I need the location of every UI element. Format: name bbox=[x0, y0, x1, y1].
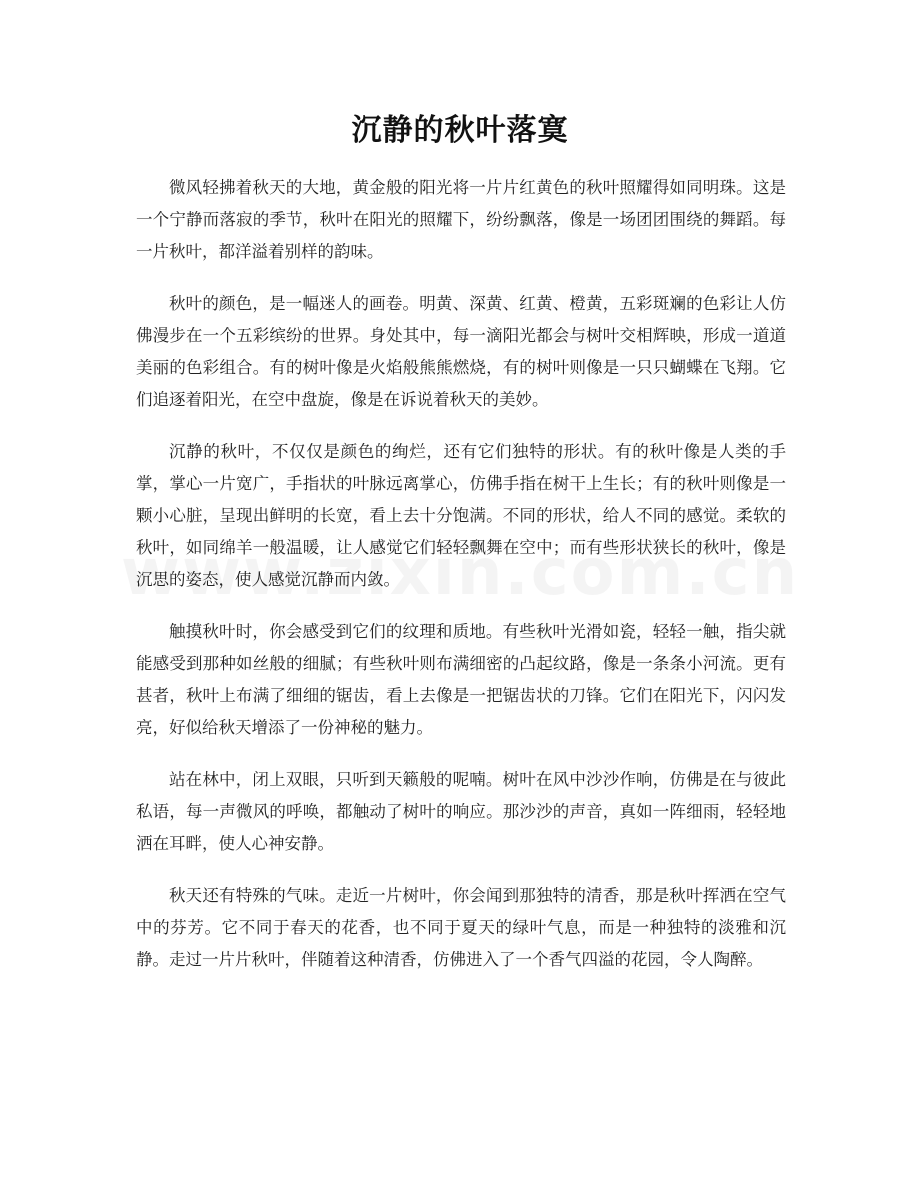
paragraph-3: 沉静的秋叶，不仅仅是颜色的绚烂，还有它们独特的形状。有的秋叶像是人类的手掌，掌心一片宽广，手指状的叶脉远离掌心，仿佛手指在树干上生长；有的秋叶则像是一颗小心脏，呈现出鲜明的长宽，看上去十分饱满。不同的形状，给人不同的感觉。柔软的秋叶，如同绵羊一般温暖，让人感觉它们轻轻飘舞在空中；而有些形状狭长的秋叶，像是沉思的姿态，使人感觉沉静而内敛。 bbox=[136, 442, 786, 589]
document-title: 沉静的秋叶落寞 bbox=[351, 113, 569, 148]
paragraph-1: 微风轻拂着秋天的大地，黄金般的阳光将一片片红黄色的秋叶照耀得如同明珠。这是一个宁静而落寂的季节，秋叶在阳光的照耀下，纷纷飘落，像是一场团团围绕的舞蹈。每一片秋叶，都洋溢着别样的韵味。 bbox=[136, 178, 786, 261]
paragraph-4: 触摸秋叶时，你会感受到它们的纹理和质地。有些秋叶光滑如瓷，轻轻一触，指尖就能感受到那种如丝般的细腻；有些秋叶则布满细密的凸起纹路，像是一条条小河流。更有甚者，秋叶上布满了细细的锯齿，看上去像是一把锯齿状的刀锋。它们在阳光下，闪闪发亮，好似给秋天增添了一份神秘的魅力。 bbox=[136, 622, 786, 737]
paragraph-6: 秋天还有特殊的气味。走近一片树叶，你会闻到那独特的清香，那是秋叶挥洒在空气中的芬芳。它不同于春天的花香，也不同于夏天的绿叶气息，而是一种独特的淡雅和沉静。走过一片片秋叶，伴随着这种清香，仿佛进入了一个香气四溢的花园，令人陶醉。 bbox=[136, 886, 786, 969]
paragraph-5: 站在林中，闭上双眼，只听到天籁般的呢喃。树叶在风中沙沙作响，仿佛是在与彼此私语，每一声微风的呼唤，都触动了树叶的响应。那沙沙的声音，真如一阵细雨，轻轻地洒在耳畔，使人心神安静。 bbox=[136, 770, 786, 853]
document-body bbox=[136, 172, 786, 996]
paragraph-2: 秋叶的颜色，是一幅迷人的画卷。明黄、深黄、红黄、橙黄，五彩斑斓的色彩让人仿佛漫步在一个五彩缤纷的世界。身处其中，每一滴阳光都会与树叶交相辉映，形成一道道美丽的色彩组合。有的树叶像是火焰般熊熊燃烧，有的树叶则像是一只只蝴蝶在飞翔。它们追逐着阳光，在空中盘旋，像是在诉说着秋天的美妙。 bbox=[136, 294, 786, 409]
